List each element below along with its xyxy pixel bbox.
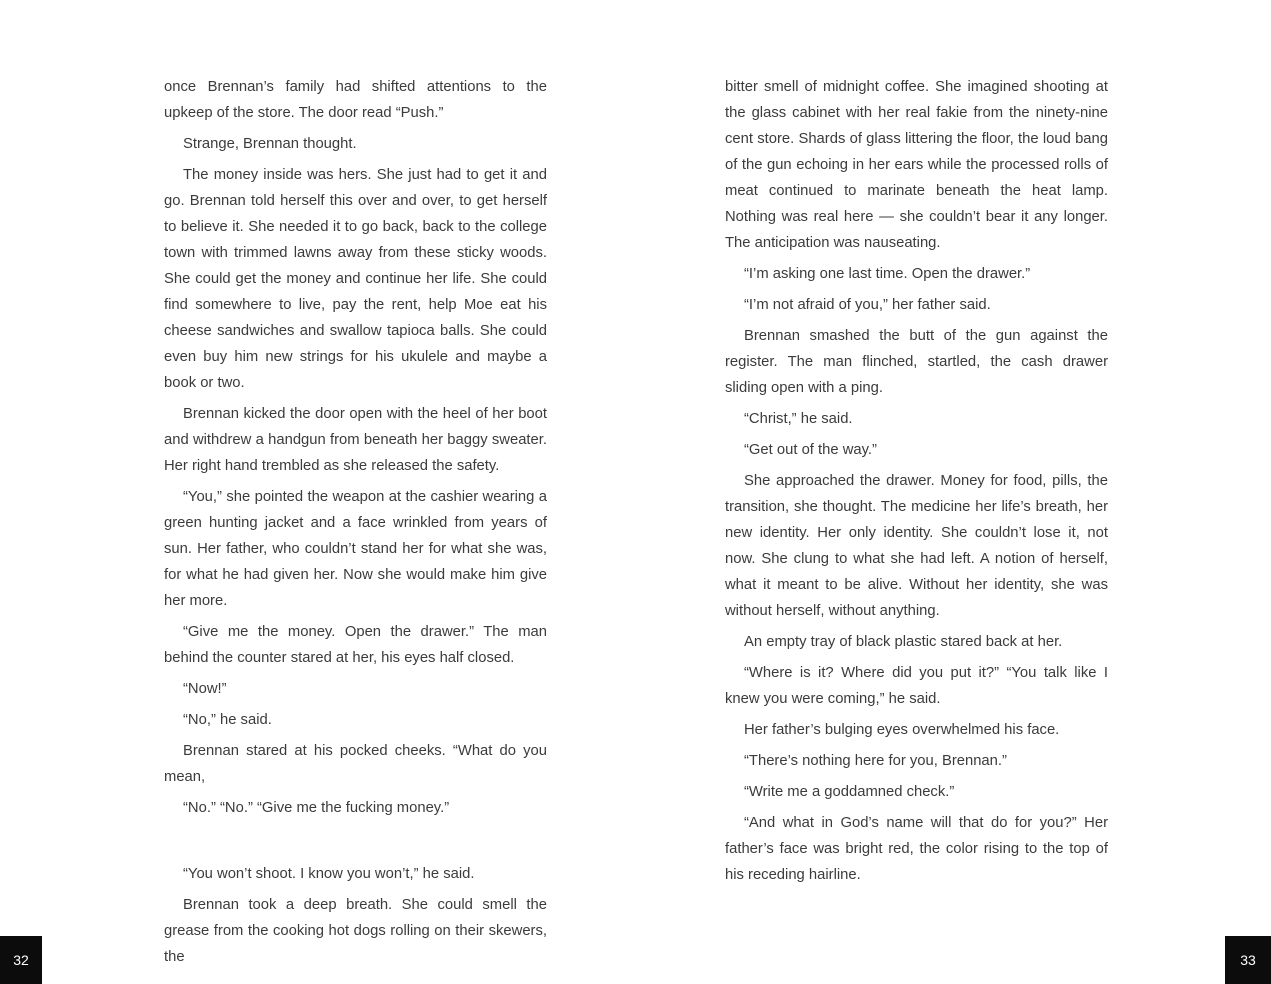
paragraph: The money inside was hers. She just had to get it and go. Brennan told herself this over and over, to get herself to believe it. She needed it to go back, back to the college town with trimmed lawns away from these sticky woods. She could get the money and continue her life. She could find somewhere to live, pay the rent, help Moe eat his cheese sandwiches and swallow tapioca balls. She could even buy him new strings for his ukulele and maybe a book or two. (164, 167, 547, 391)
paragraph: She approached the drawer. Money for food, pills, the transition, she thought. The medicine her life’s breath, her new identity. Her only identity. She couldn’t lose it, not now. She clung to what she had left. A notion of herself, what it meant to be alive. Without her identity, she was without herself, without anything. (725, 473, 1108, 619)
paragraph: once Brennan’s family had shifted attentions to the upkeep of the store. The door read “Push.” (164, 79, 547, 121)
paragraph: “No,” he said. (183, 712, 272, 728)
paragraph: “Now!” (183, 681, 227, 697)
left-page-text (164, 74, 547, 975)
paragraph: “Give me the money. Open the drawer.” The man behind the counter stared at her, his eyes half closed. (164, 624, 547, 666)
paragraph: “Write me a goddamned check.” (744, 784, 955, 800)
paragraph: “You,” she pointed the weapon at the cashier wearing a green hunting jacket and a face wrinkled from years of sun. Her father, who couldn’t stand her for what she was, for what he had given her. Now she would make him give her more. (164, 489, 547, 609)
page-number-left: 32 (0, 936, 42, 984)
paragraph: Brennan smashed the butt of the gun against the register. The man flinched, startled, the cash drawer sliding open with a ping. (725, 328, 1108, 396)
right-page-text (725, 74, 1108, 893)
paragraph: Brennan took a deep breath. She could smell the grease from the cooking hot dogs rolling on their skewers, the (164, 897, 547, 965)
paragraph: bitter smell of midnight coffee. She imagined shooting at the glass cabinet with her real fakie from the ninety-nine cent store. Shards of glass littering the floor, the loud bang of the gun echoing in her ears while the processed rolls of meat continued to marinate beneath the heat lamp. Nothing was real here — she couldn’t bear it any longer. The anticipation was nauseating. (725, 79, 1108, 251)
page-number-right: 33 (1225, 936, 1271, 984)
paragraph: “You won’t shoot. I know you won’t,” he said. (183, 866, 475, 882)
paragraph: “I’m asking one last time. Open the drawer.” (744, 266, 1031, 282)
paragraph: Strange, Brennan thought. (183, 136, 357, 152)
paragraph: “There’s nothing here for you, Brennan.” (744, 753, 1007, 769)
paragraph: “And what in God’s name will that do for you?” Her father’s face was bright red, the color rising to the top of his receding hairline. (725, 815, 1108, 883)
paragraph: Brennan kicked the door open with the heel of her boot and withdrew a handgun from beneath her baggy sweater. Her right hand trembled as she released the safety. (164, 406, 547, 474)
paragraph: An empty tray of black plastic stared back at her. (744, 634, 1063, 650)
paragraph: “I’m not afraid of you,” her father said. (744, 297, 991, 313)
paragraph: “No.” “No.” “Give me the fucking money.” (183, 800, 450, 816)
blank-line (164, 826, 547, 852)
paragraph: Her father’s bulging eyes overwhelmed his face. (744, 722, 1060, 738)
paragraph: Brennan stared at his pocked cheeks. “What do you mean, (164, 743, 547, 785)
paragraph: “Christ,” he said. (744, 411, 853, 427)
paragraph: “Where is it? Where did you put it?” “You talk like I knew you were coming,” he said. (725, 665, 1108, 707)
paragraph: “Get out of the way.” (744, 442, 877, 458)
